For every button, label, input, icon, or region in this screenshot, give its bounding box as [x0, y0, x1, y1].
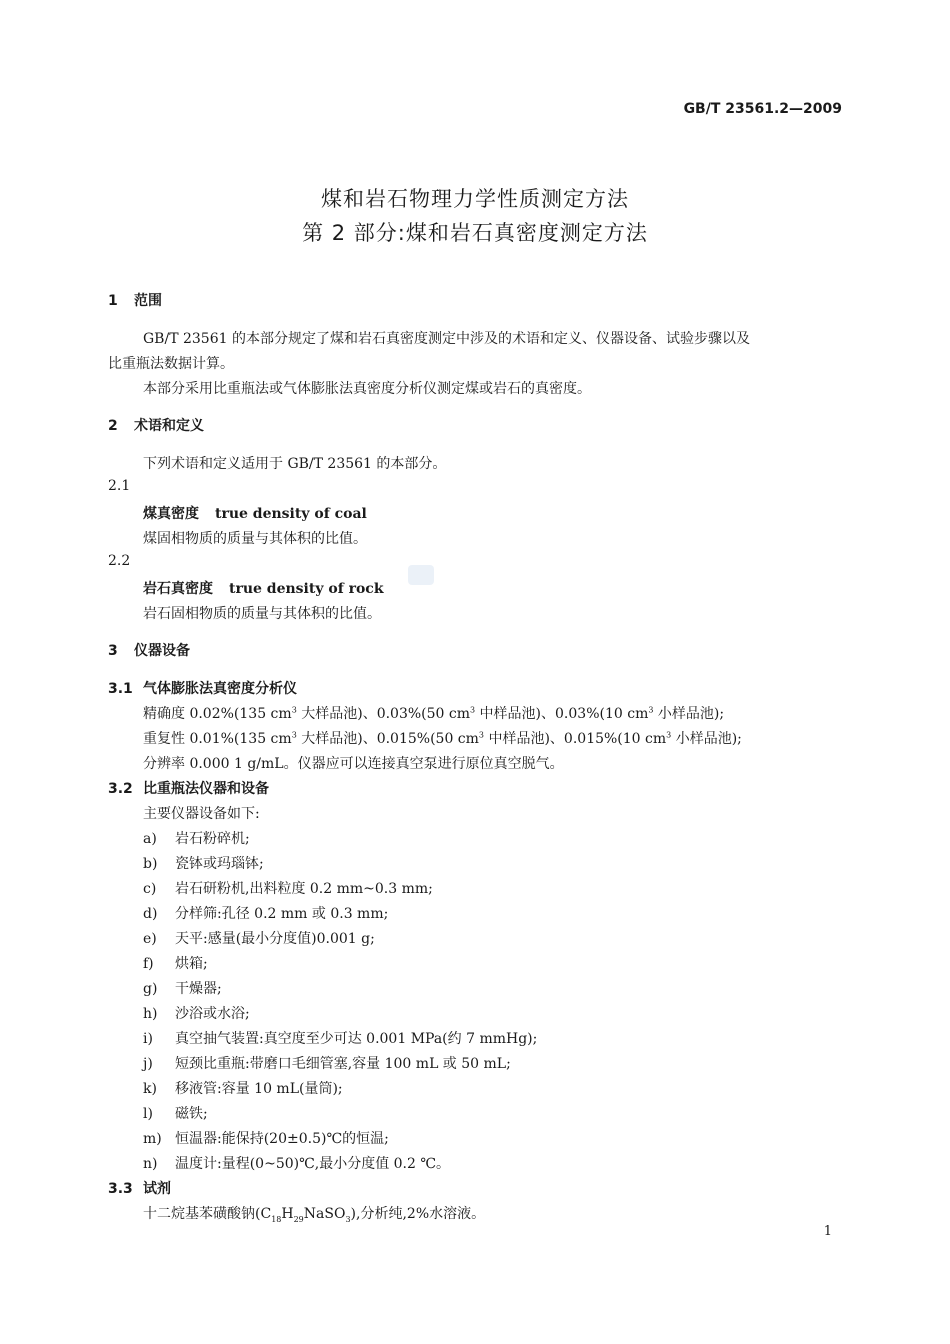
list-item-text: 分样筛:孔径 0.2 mm 或 0.3 mm; — [175, 906, 389, 922]
list-item — [143, 1053, 511, 1073]
list-item-label: l) — [143, 1106, 153, 1122]
list-item — [143, 878, 433, 898]
standard-number: GB/T 23561.2—2009 — [683, 101, 842, 117]
section-3-2-heading: 3.2 比重瓶法仪器和设备 — [108, 781, 269, 797]
section-3-1-heading: 3.1 气体膨胀法真密度分析仪 — [108, 681, 297, 697]
list-item-text: 干燥器; — [175, 981, 222, 997]
list-item-text: 短颈比重瓶:带磨口毛细管塞,容量 100 mL 或 50 mL; — [175, 1056, 511, 1072]
list-item-label: i) — [143, 1031, 153, 1047]
list-item-text: 沙浴或水浴; — [175, 1006, 250, 1022]
section-3-heading: 3 仪器设备 — [108, 643, 190, 659]
document-title-line2: 第 2 部分:煤和岩石真密度测定方法 — [302, 221, 648, 245]
list-item — [143, 903, 388, 923]
list-item — [143, 1078, 343, 1098]
list-item — [143, 853, 264, 873]
term-2-2-number: 2.2 — [108, 553, 131, 569]
list-item — [143, 953, 208, 973]
section-1-paragraph-2: 本部分采用比重瓶法或气体膨胀法真密度分析仪测定煤或岩石的真密度。 — [143, 381, 591, 397]
section-2-heading: 2 术语和定义 — [108, 418, 204, 434]
section-1-heading: 1 范围 — [108, 293, 162, 309]
repeatability-spec: 重复性 0.01%(135 $cm^3$ 大样品池)、0.015%(50 $cm^3$ 中样品池)、0.015%(10 $cm^3$ 小样品池); — [143, 730, 742, 747]
list-item-text: 烘箱; — [175, 956, 208, 972]
list-item-text: 磁铁; — [175, 1106, 208, 1122]
list-item-text: 移液管:容量 10 mL(量筒); — [175, 1081, 343, 1097]
list-item-label: a) — [143, 831, 157, 847]
list-item-text: 真空抽气装置:真空度至少可达 0.001 MPa(约 7 mmHg); — [175, 1031, 538, 1047]
list-item-label: e) — [143, 931, 157, 947]
list-item-text: 瓷钵或玛瑙钵; — [175, 856, 264, 872]
list-item — [143, 1003, 250, 1023]
list-item — [143, 1153, 450, 1173]
list-item — [143, 1103, 208, 1123]
section-3-3-heading: 3.3 试剂 — [108, 1181, 171, 1197]
list-item-text: 恒温器:能保持(20±0.5)℃的恒温; — [175, 1131, 389, 1147]
list-item-text: 岩石研粉机,出料粒度 0.2 mm~0.3 mm; — [175, 881, 433, 897]
term-2-2-name: 岩石真密度 true density of rock — [143, 581, 384, 597]
section-1-paragraph-1a: GB/T 23561 的本部分规定了煤和岩石真密度测定中涉及的术语和定义、仪器设备、试验步骤以及 — [143, 331, 750, 347]
watermark-logo — [408, 565, 434, 585]
list-item-label: g) — [143, 981, 158, 997]
term-2-1-number: 2.1 — [108, 478, 131, 494]
page-number: 1 — [823, 1224, 832, 1239]
document-title-line1: 煤和岩石物理力学性质测定方法 — [321, 187, 629, 211]
list-item-label: n) — [143, 1156, 158, 1172]
list-item-label: h) — [143, 1006, 158, 1022]
list-item-text: 岩石粉碎机; — [175, 831, 250, 847]
list-item-label: b) — [143, 856, 158, 872]
list-item — [143, 1028, 537, 1048]
precision-spec: 精确度 0.02%(135 $cm^3$ 大样品池)、0.03%(50 $cm^3$ 中样品池)、0.03%(10 $cm^3$ 小样品池); — [143, 705, 725, 722]
list-item-label: f) — [143, 956, 154, 972]
term-2-2-definition: 岩石固相物质的质量与其体积的比值。 — [143, 606, 381, 622]
list-item-label: k) — [143, 1081, 157, 1097]
list-item — [143, 928, 375, 948]
term-2-1-name: 煤真密度 true density of coal — [143, 506, 367, 522]
term-2-1-definition: 煤固相物质的质量与其体积的比值。 — [143, 531, 367, 547]
list-item-label: d) — [143, 906, 158, 922]
list-item-label: m) — [143, 1131, 162, 1147]
list-item-label: j) — [143, 1056, 153, 1072]
reagent-description: 十二烷基苯磺酸钠$(C_{18}H_{29}NaSO_3)$,分析纯,2%水溶液。 — [143, 1206, 486, 1224]
list-item-text: 天平:感量(最小分度值)0.001 g; — [175, 931, 375, 947]
resolution-spec: 分辨率 0.000 1 g/mL。仪器应可以连接真空泵进行原位真空脱气。 — [143, 756, 564, 772]
list-item — [143, 978, 222, 998]
equipment-intro: 主要仪器设备如下: — [143, 806, 260, 822]
section-2-paragraph: 下列术语和定义适用于 GB/T 23561 的本部分。 — [143, 456, 447, 472]
section-1-paragraph-1b: 比重瓶法数据计算。 — [108, 356, 234, 372]
list-item-text: 温度计:量程(0~50)℃,最小分度值 0.2 ℃。 — [175, 1156, 451, 1172]
list-item — [143, 1128, 389, 1148]
list-item — [143, 828, 250, 848]
list-item-label: c) — [143, 881, 157, 897]
